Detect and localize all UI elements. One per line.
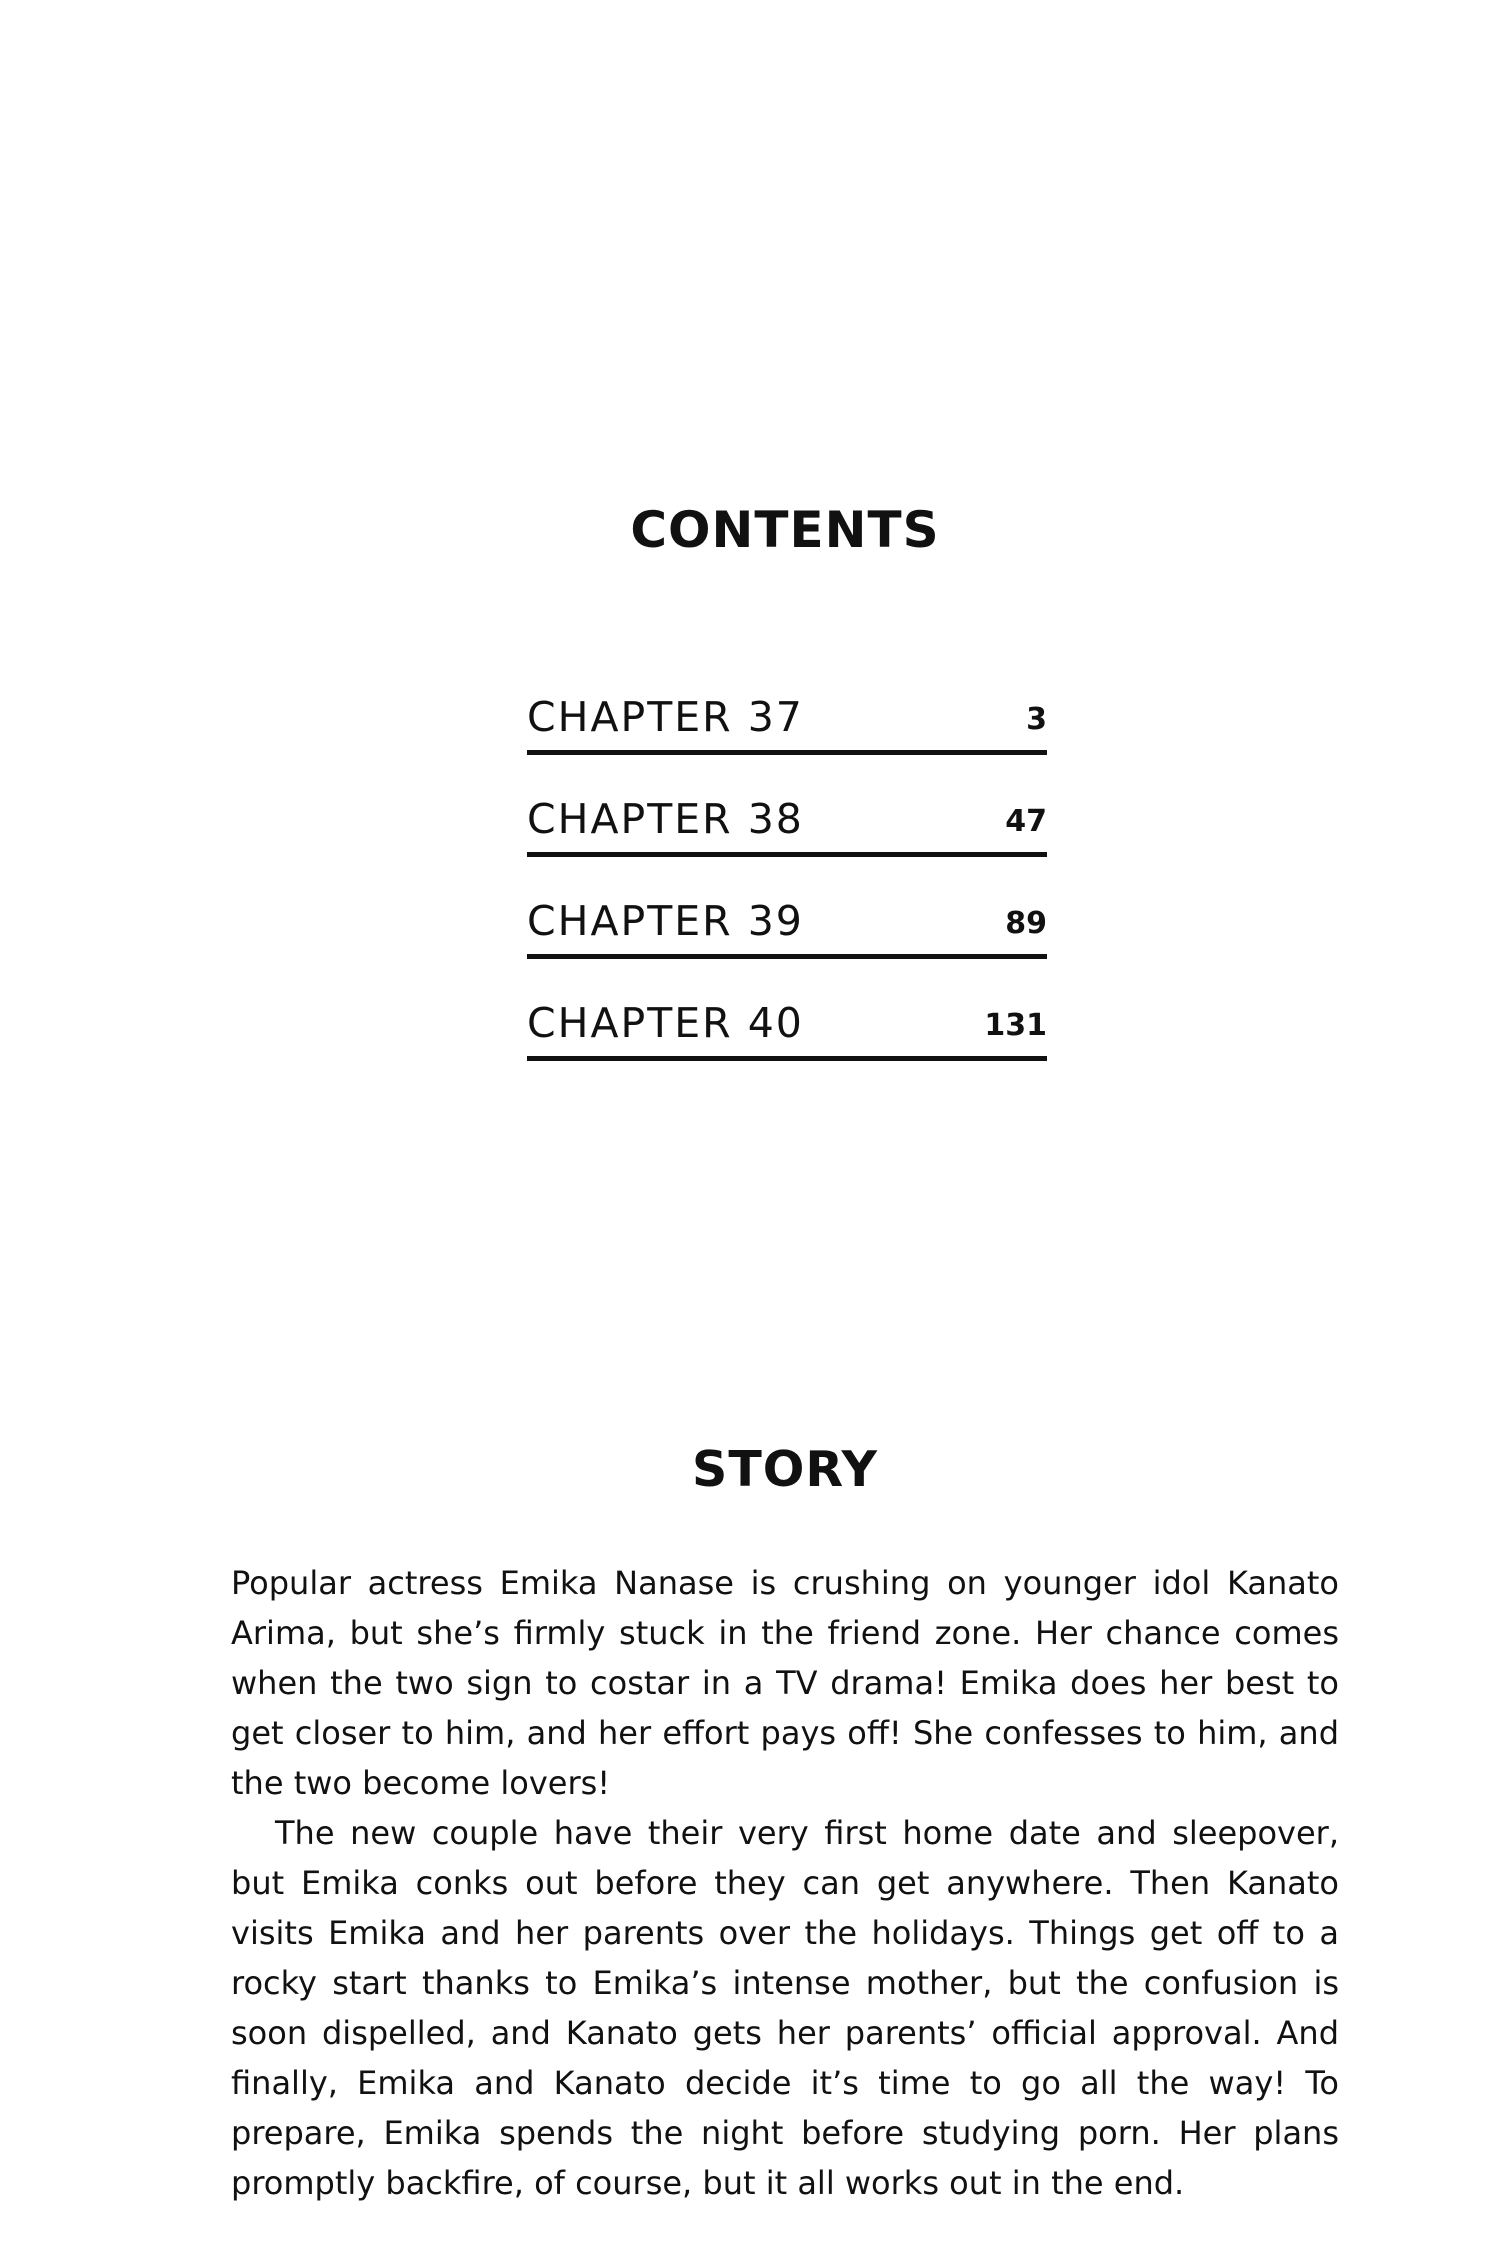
page-number: 47 xyxy=(1005,804,1047,839)
story-heading: STORY xyxy=(692,1441,878,1498)
chapter-label: CHAPTER 38 xyxy=(527,795,804,843)
page-number: 3 xyxy=(1026,702,1047,737)
toc-entry-chapter-38 xyxy=(527,782,1047,884)
contents-heading: CONTENTS xyxy=(630,501,940,559)
toc-entry-chapter-37 xyxy=(527,680,1047,782)
story-paragraph-2: The new couple have their very first home date and sleepover, but Emika conks out before they can get anywhere. Then Kanato visits Emika and her parents over the holidays. Things get off to a rocky start thanks to Emika’s intense mother, but the confusion is soon dispelled, and Kanato gets her parents’ official approval. And finally, Emika and Kanato decide it’s time to go all the way! To prepare, Emika spends the night before studying porn. Her plans promptly backfire, of course, but it all works out in the end. xyxy=(231,1814,1339,2202)
chapter-label: CHAPTER 39 xyxy=(527,897,804,945)
chapter-label: CHAPTER 40 xyxy=(527,999,804,1047)
story-paragraph-1: Popular actress Emika Nanase is crushing on younger idol Kanato Arima, but she’s firmly stuck in the friend zone. Her chance comes when the two sign to costar in a TV drama! Emika does her best to get closer to him, and her effort pays off! She confesses to him, and the two become lovers! xyxy=(231,1564,1339,1802)
chapter-label: CHAPTER 37 xyxy=(527,693,804,741)
divider xyxy=(527,954,1047,959)
toc-entry-chapter-40 xyxy=(527,986,1047,1088)
divider xyxy=(527,750,1047,755)
divider xyxy=(527,1056,1047,1061)
divider xyxy=(527,852,1047,857)
toc-entry-chapter-39 xyxy=(527,884,1047,986)
page-number: 89 xyxy=(1005,906,1047,941)
table-of-contents xyxy=(527,680,1047,1088)
page-number: 131 xyxy=(984,1008,1047,1043)
story-summary xyxy=(231,1558,1339,2208)
